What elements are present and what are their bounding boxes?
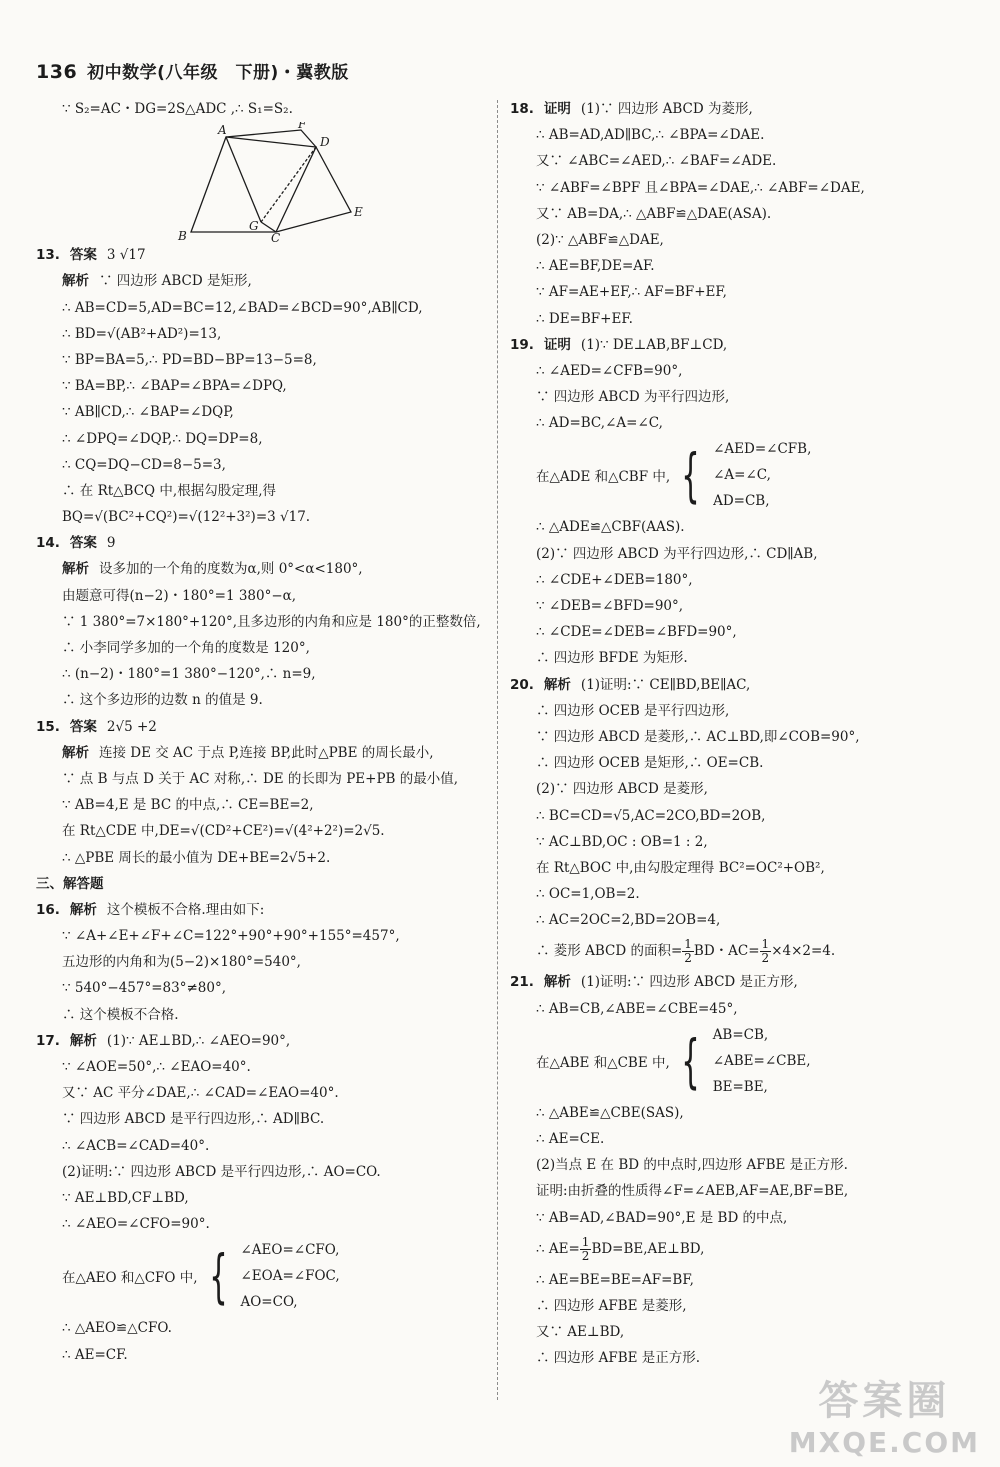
- label-b: B: [178, 229, 187, 243]
- q20-first: 20. 解析 (1)证明:∵ CE∥BD,BE∥AC,: [510, 676, 751, 693]
- brace-icon: {: [681, 441, 700, 510]
- q21-line: 证明:由折叠的性质得∠F=∠AEB,AF=AE,BF=BE,: [536, 1183, 849, 1200]
- q21-line: ∴ 四边形 AFBE 是菱形,: [536, 1297, 687, 1314]
- q19-line: ∵ ∠DEB=∠BFD=90°,: [536, 598, 684, 614]
- q13-line: ∴ ∠DPQ=∠DQP,∴ DQ=DP=8,: [62, 430, 263, 447]
- q18-line: 又∵ AB=DA,∴ △ABF≌△DAE(ASA).: [536, 205, 772, 222]
- q13-answer: 13. 答案 3 √17: [36, 247, 146, 264]
- q21-line: (2)当点 E 在 BD 的中点时,四边形 AFBE 是正方形.: [536, 1157, 848, 1174]
- q13-line: ∵ AB∥CD,∴ ∠BAP=∠DQP,: [62, 404, 234, 421]
- q17-line: ∵ AE⊥BD,CF⊥BD,: [62, 1189, 189, 1206]
- q21-line: ∴ AE=CE.: [536, 1131, 605, 1147]
- system-lead: 在△ADE 和△CBF 中,: [536, 469, 671, 486]
- q13-line: ∴ 在 Rt△BCQ 中,根据勾股定理,得: [62, 482, 276, 499]
- q18-line: ∵ ∠ABF=∠BPF 且∠BPA=∠DAE,∴ ∠ABF=∠DAE,: [536, 179, 865, 196]
- system-item: ∠ABE=∠CBE,: [712, 1052, 811, 1069]
- q13-line: ∴ BD=√(AB²+AD²)=13,: [62, 325, 222, 342]
- label-g: G: [249, 219, 259, 234]
- q20-line: ∴ OC=1,OB=2.: [536, 886, 640, 903]
- q16-line: 五边形的内角和为(5−2)×180°=540°,: [62, 954, 301, 971]
- q13-line: ∵ BP=BA=5,∴ PD=BD−BP=13−5=8,: [62, 351, 317, 368]
- parallelogram-diagram: [176, 122, 416, 242]
- q13-analysis-first: 解析 ∵ 四边形 ABCD 是矩形,: [62, 273, 252, 290]
- q19-line: ∴ ∠CDE+∠DEB=180°,: [536, 571, 693, 588]
- q16-line: ∴ 这个模板不合格.: [62, 1006, 179, 1023]
- system-item: AB=CB,: [712, 1026, 769, 1043]
- system-item: ∠EOA=∠FOC,: [240, 1268, 340, 1285]
- q20-area-line: ∴ 菱形 ABCD 的面积= $\frac{1}{2}$ BD・AC= $\frac{1}{2}$ ×4×2=4.: [536, 937, 836, 966]
- q15-analysis-first: 解析 连接 DE 交 AC 于点 P,连接 BP,此时△PBE 的周长最小,: [62, 744, 434, 761]
- system-item: AO=CO,: [240, 1294, 298, 1311]
- q14-line: ∵ 1 380°=7×180°+120°,且多边形的内角和应是 180°的正整数倍,: [62, 613, 481, 630]
- q19-equation-system: [510, 436, 965, 514]
- q14-line: 由题意可得(n−2)・180°=1 380°−α,: [62, 587, 297, 604]
- q19-line: ∴ AD=BC,∠A=∠C,: [536, 415, 663, 432]
- q21-line: ∴ AB=CB,∠ABE=∠CBE=45°,: [536, 1000, 738, 1017]
- q19-line: ∵ 四边形 ABCD 为平行四边形,: [536, 389, 730, 406]
- system-lead: 在△AEO 和△CFO 中,: [62, 1270, 198, 1287]
- fraction: $\frac{1}{2}$: [581, 1234, 590, 1263]
- q19-line: ∴ △ADE≌△CBF(AAS).: [536, 519, 685, 536]
- q14-line: ∴ (n−2)・180°=1 380°−120°,∴ n=9,: [62, 666, 316, 683]
- q17-line: ∴ △AEO≌△CFO.: [62, 1320, 172, 1337]
- q20-line: ∴ 四边形 OCEB 是平行四边形,: [536, 702, 730, 719]
- q17-equation-system: [36, 1237, 486, 1315]
- q20-line: ∴ 四边形 OCEB 是矩形,∴ OE=CB.: [536, 755, 764, 772]
- q15-line: 在 Rt△CDE 中,DE=√(CD²+CE²)=√(4²+2²)=2√5.: [62, 823, 385, 840]
- page-header: [36, 58, 349, 83]
- q15-line: ∴ △PBE 周长的最小值为 DE+BE=2√5+2.: [62, 849, 331, 866]
- q18-line: ∵ AF=AE+EF,∴ AF=BF+EF,: [536, 284, 727, 301]
- q15-line: ∵ 点 B 与点 D 关于 AC 对称,∴ DE 的长即为 PE+PB 的最小值,: [62, 770, 459, 787]
- q17-line: ∵ 四边形 ABCD 是平行四边形,∴ AD∥BC.: [62, 1111, 325, 1128]
- q14-analysis-first: 解析 设多加的一个角的度数为α,则 0°<α<180°,: [62, 561, 363, 578]
- label-e: E: [354, 205, 363, 220]
- q13-line: ∴ AB=CD=5,AD=BC=12,∠BAD=∠BCD=90°,AB∥CD,: [62, 299, 423, 316]
- q19-line: (2)∵ 四边形 ABCD 为平行四边形,∴ CD∥AB,: [536, 545, 818, 562]
- brace-icon: {: [208, 1242, 228, 1311]
- q21-first: 21. 解析 (1)证明:∵ 四边形 ABCD 是正方形,: [510, 974, 798, 991]
- q20-line: (2)∵ 四边形 ABCD 是菱形,: [536, 781, 708, 798]
- right-column: [510, 96, 965, 1372]
- system-lead: 在△ABE 和△CBE 中,: [536, 1054, 670, 1071]
- q17-line: ∴ ∠AEO=∠CFO=90°.: [62, 1216, 210, 1233]
- q16-first: 16. 解析 这个模板不合格.理由如下:: [36, 901, 265, 918]
- q15-line: ∵ AB=4,E 是 BC 的中点,∴ CE=BE=2,: [62, 797, 314, 814]
- q17-line: ∴ ∠ACB=∠CAD=40°.: [62, 1137, 210, 1154]
- fraction: $\frac{1}{2}$: [684, 937, 692, 966]
- q20-line: ∴ BC=CD=√5,AC=2CO,BD=2OB,: [536, 807, 766, 824]
- q19-line: ∴ ∠CDE=∠DEB=∠BFD=90°,: [536, 624, 737, 641]
- q19-line: ∴ ∠AED=∠CFB=90°,: [536, 362, 683, 379]
- system-item: AD=CB,: [713, 493, 770, 510]
- q21-line: 又∵ AE⊥BD,: [536, 1324, 625, 1341]
- continued-line: ∵ S₂=AC・DG=2S△ADC ,∴ S₁=S₂.: [62, 101, 293, 117]
- q15-answer: 15. 答案 2√5 +2: [36, 718, 157, 735]
- q17-line: ∴ AE=CF.: [62, 1346, 128, 1363]
- system-item: ∠A=∠C,: [713, 467, 771, 484]
- left-column: [36, 96, 486, 1368]
- system-item: ∠AED=∠CFB,: [713, 441, 812, 458]
- q19-first: 19. 证明 (1)∵ DE⊥AB,BF⊥CD,: [510, 336, 728, 353]
- q16-line: ∵ 540°−457°=83°≠80°,: [62, 980, 226, 997]
- q14-answer: 14. 答案 9: [36, 535, 116, 552]
- label-f: F: [298, 122, 307, 132]
- q14-line: ∴ 小李同学多加的一个角的度数是 120°,: [62, 640, 310, 656]
- section-heading: 三、解答题: [36, 875, 104, 892]
- q13-line: BQ=√(BC²+CQ²)=√(12²+3²)=3 √17.: [62, 509, 311, 526]
- label-a: A: [218, 123, 227, 138]
- q21-line: ∴ 四边形 AFBE 是正方形.: [536, 1350, 701, 1367]
- q17-first: 17. 解析 (1)∵ AE⊥BD,∴ ∠AEO=90°,: [36, 1032, 291, 1049]
- q16-line: ∵ ∠A+∠E+∠F+∠C=122°+90°+90°+155°=457°,: [62, 928, 400, 945]
- q14-line: ∴ 这个多边形的边数 n 的值是 9.: [62, 692, 263, 709]
- q13-line: ∴ CQ=DQ−CD=8−5=3,: [62, 456, 226, 473]
- q21-line: ∴ △ABE≌△CBE(SAS),: [536, 1104, 684, 1121]
- q17-line: ∵ ∠AOE=50°,∴ ∠EAO=40°.: [62, 1059, 251, 1075]
- q20-line: ∴ AC=2OC=2,BD=2OB=4,: [536, 912, 721, 929]
- system-item: BE=BE,: [712, 1078, 768, 1095]
- q21-half-line: ∴ AE= $\frac{1}{2}$ BD=BE,AE⊥BD,: [536, 1234, 705, 1263]
- system-item: ∠AEO=∠CFO,: [240, 1242, 340, 1259]
- q18-first: 18. 证明 (1)∵ 四边形 ABCD 为菱形,: [510, 101, 753, 117]
- column-divider: [497, 100, 498, 1400]
- label-d: D: [320, 135, 330, 150]
- q18-line: ∴ AB=AD,AD∥BC,∴ ∠BPA=∠DAE.: [536, 127, 765, 144]
- fraction: $\frac{1}{2}$: [761, 937, 770, 966]
- book-title: 初中数学(八年级 下册)・冀教版: [87, 63, 349, 83]
- geometry-figure: [176, 122, 486, 242]
- q17-line: 又∵ AC 平分∠DAE,∴ ∠CAD=∠EAO=40°.: [62, 1085, 339, 1102]
- q20-line: ∵ 四边形 ABCD 是菱形,∴ AC⊥BD,即∠COB=90°,: [536, 728, 860, 745]
- label-c: C: [271, 231, 281, 243]
- page-number: 136: [36, 61, 78, 83]
- q20-line: 在 Rt△BOC 中,由勾股定理得 BC²=OC²+OB²,: [536, 859, 825, 876]
- brace-icon: {: [681, 1026, 700, 1095]
- q18-line: ∴ AE=BF,DE=AF.: [536, 258, 655, 275]
- q21-line: ∴ AE=BE=BE=AF=BF,: [536, 1271, 694, 1288]
- q21-equation-system: [510, 1022, 965, 1100]
- q21-line: ∵ AB=AD,∠BAD=90°,E 是 BD 的中点,: [536, 1209, 788, 1226]
- q19-line: ∴ 四边形 BFDE 为矩形.: [536, 650, 688, 667]
- q18-line: (2)∵ △ABF≌△DAE,: [536, 231, 664, 248]
- q18-line: 又∵ ∠ABC=∠AED,∴ ∠BAF=∠ADE.: [536, 153, 777, 170]
- watermark-logo: 答案圈 MXQE.COM: [788, 1378, 980, 1459]
- q20-line: ∵ AC⊥BD,OC : OB=1 : 2,: [536, 833, 708, 850]
- q18-line: ∴ DE=BF+EF.: [536, 310, 633, 327]
- q13-line: ∵ BA=BP,∴ ∠BAP=∠BPA=∠DPQ,: [62, 378, 287, 395]
- q17-line: (2)证明:∵ 四边形 ABCD 是平行四边形,∴ AO=CO.: [62, 1163, 381, 1180]
